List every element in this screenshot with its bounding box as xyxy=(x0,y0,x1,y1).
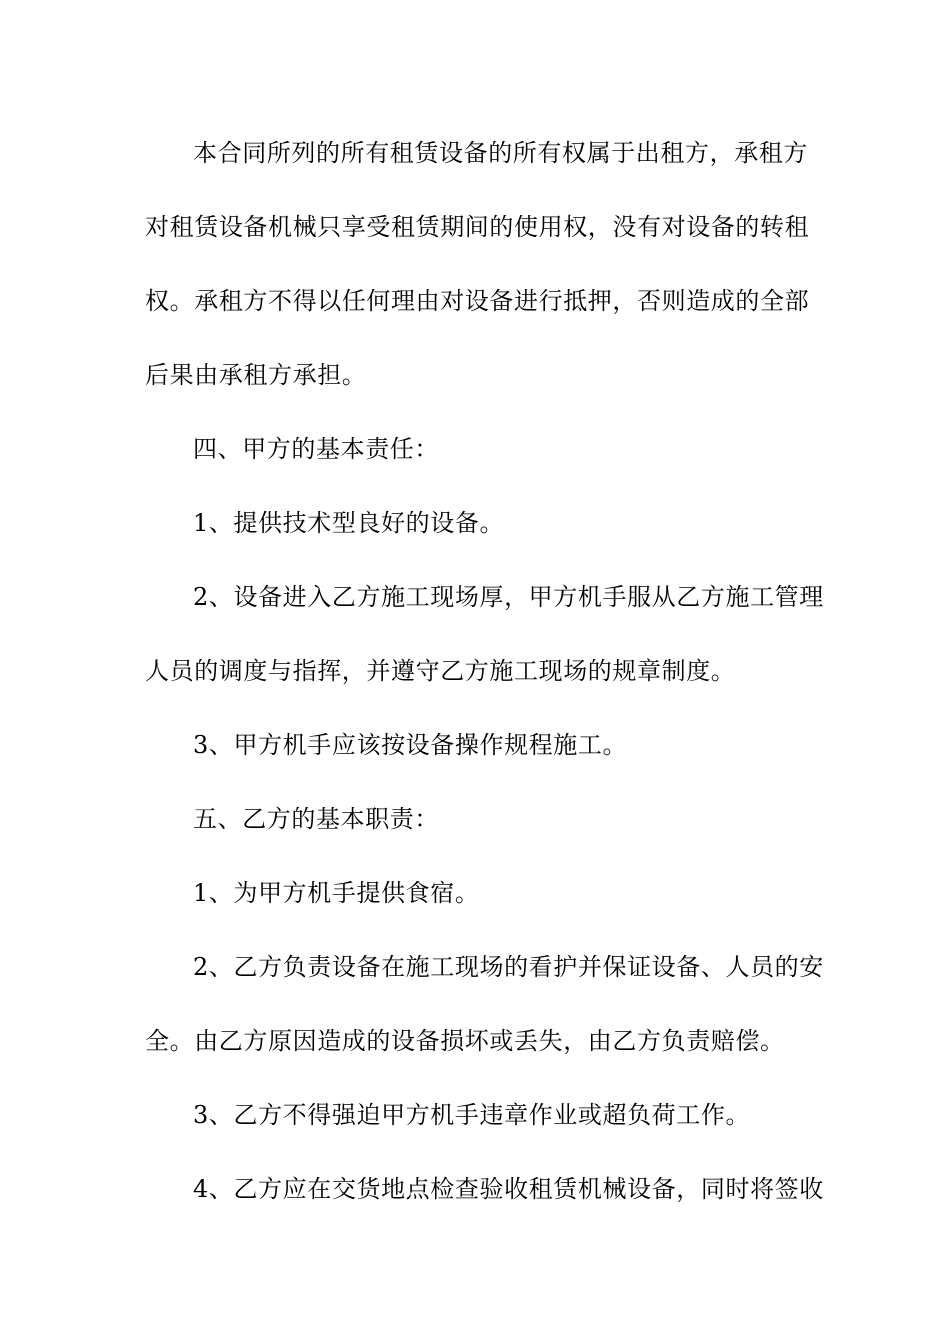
section-heading-party-b: 五、乙方的基本职责： xyxy=(193,805,439,833)
section-heading-party-a: 四、甲方的基本责任： xyxy=(193,435,439,463)
party-b-item-1: 1、为甲方机手提供食宿。 xyxy=(193,879,480,907)
paragraph-ownership-line-3: 权。承租方不得以任何理由对设备进行抵押，否则造成的全部 xyxy=(145,287,810,315)
party-a-item-3: 3、甲方机手应该按设备操作规程施工。 xyxy=(193,731,628,759)
party-a-item-2-line-2: 人员的调度与指挥，并遵守乙方施工现场的规章制度。 xyxy=(145,657,736,685)
party-b-item-3: 3、乙方不得强迫甲方机手违章作业或超负荷工作。 xyxy=(193,1101,751,1129)
party-b-item-2-line-1: 2、乙方负责设备在施工现场的看护并保证设备、人员的安 xyxy=(193,953,824,981)
party-b-item-2-line-2: 全。由乙方原因造成的设备损坏或丢失，由乙方负责赔偿。 xyxy=(145,1027,785,1055)
party-a-item-1: 1、提供技术型良好的设备。 xyxy=(193,509,505,537)
paragraph-ownership-line-2: 对租赁设备机械只享受租赁期间的使用权，没有对设备的转租 xyxy=(145,213,810,241)
party-a-item-2-line-1: 2、设备进入乙方施工现场厚，甲方机手服从乙方施工管理 xyxy=(193,583,824,611)
party-b-item-4-line-1: 4、乙方应在交货地点检查验收租赁机械设备，同时将签收 xyxy=(193,1175,824,1203)
paragraph-ownership-line-1: 本合同所列的所有租赁设备的所有权属于出租方，承租方 xyxy=(193,139,808,167)
paragraph-ownership-line-4: 后果由承租方承担。 xyxy=(145,361,367,389)
